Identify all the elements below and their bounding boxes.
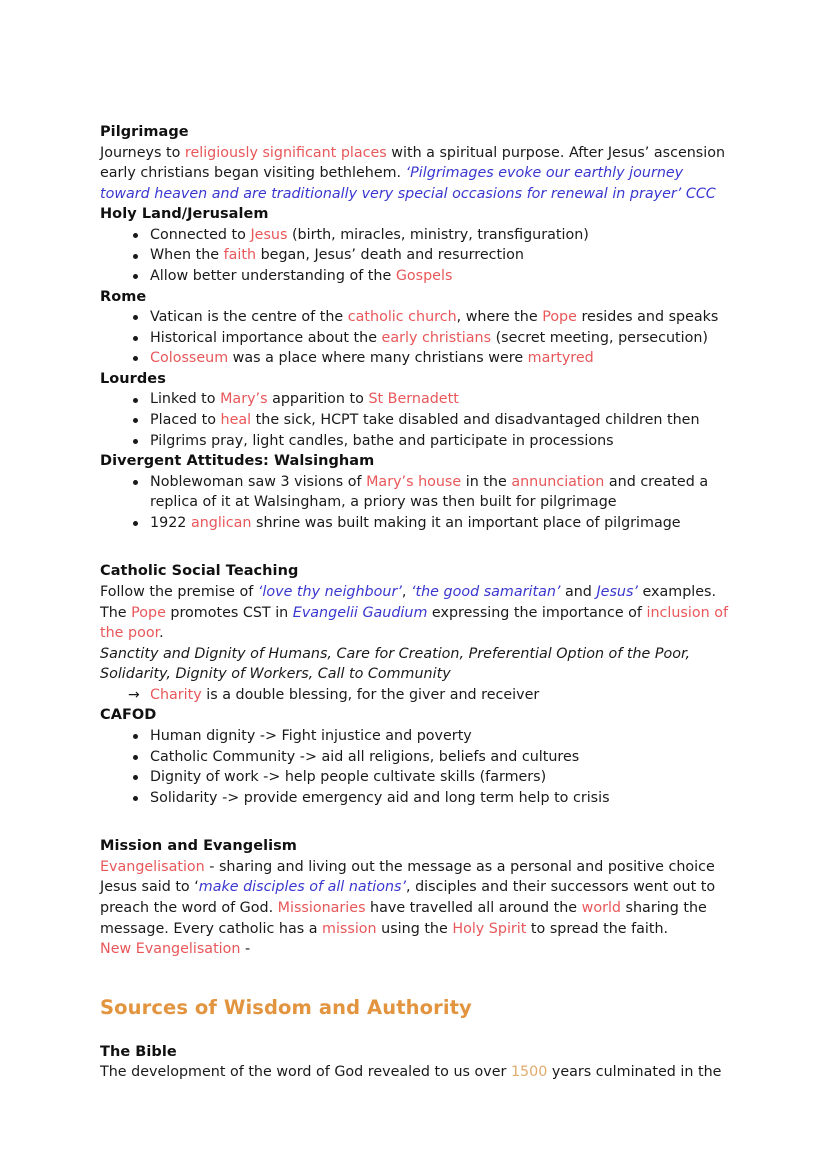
text-run: is a double blessing, for the giver and receiver [201, 686, 540, 703]
text-run: faith [223, 247, 257, 264]
text-run: was a place where many christians were [228, 350, 528, 367]
list-lourdes [100, 389, 736, 451]
text-run: Follow the premise of [100, 583, 258, 600]
heading-cafod: CAFOD [100, 707, 157, 724]
text-run: and created a replica of it at Walsingham, a priory was then built for pilgrimage [150, 473, 709, 511]
list-item [100, 328, 736, 349]
bullet-dot-icon [133, 398, 138, 403]
list-item [100, 472, 736, 513]
text-run: Pope [542, 309, 577, 326]
list-walsingham [100, 472, 736, 534]
text-run: , where the [456, 309, 543, 326]
text-run: heal [220, 411, 252, 428]
text-run: Allow better understanding of the [150, 267, 396, 284]
section-title-sources-of-wisdom-and-authority: Sources of Wisdom and Authority [100, 995, 472, 1019]
list-rome [100, 307, 736, 369]
list-item [100, 726, 736, 747]
text-run: expressing the importance of [427, 604, 647, 621]
document-body [100, 122, 736, 1083]
bullet-dot-icon [133, 233, 138, 238]
text-run: began, Jesus’ death and resurrection [256, 247, 524, 264]
list-item [100, 348, 736, 369]
text-run: Holy Spirit [452, 920, 527, 937]
bullet-dot-icon [133, 439, 138, 444]
text-run: catholic church [347, 309, 457, 326]
paragraph-mission-body [100, 857, 736, 939]
text-run: ‘Pilgrimages evoke our earthly journey toward heaven and are traditionally very special occasions for renewal in prayer’ [100, 165, 684, 202]
text-run: resides and speaks [576, 309, 719, 326]
bullet-dot-icon [133, 755, 138, 760]
list-cst-arrow [100, 685, 736, 706]
text-run: Dignity of work -> help people cultivate skills (farmers) [150, 769, 547, 786]
bullet-dot-icon [133, 734, 138, 739]
paragraph-cst-principles: Sanctity and Dignity of Humans, Care for Creation, Preferential Option of the Poor, Solidarity, Dignity of Workers, Call to Community [100, 645, 691, 683]
text-run: Linked to [150, 391, 221, 408]
text-run: Solidarity -> provide emergency aid and long term help to crisis [150, 789, 610, 806]
text-run: CCC [685, 185, 716, 202]
text-run: 1500 [510, 1064, 548, 1081]
text-run: shrine was built making it an important place of pilgrimage [251, 514, 681, 531]
text-run: Pilgrims pray, light candles, bathe and participate in processions [150, 432, 614, 449]
paragraph-the-bible [100, 1062, 736, 1083]
heading-lourdes: Lourdes [100, 370, 166, 387]
bullet-dot-icon [133, 336, 138, 341]
text-run: Evangelisation [100, 858, 205, 875]
text-run: Charity [150, 686, 202, 703]
spacer-before-major-section [100, 960, 736, 996]
text-run: - [240, 941, 251, 958]
heading-rome: Rome [100, 288, 147, 305]
list-item [100, 225, 736, 246]
text-run: sharing the message. Every catholic has a [100, 900, 707, 937]
spacer-after-section-title [100, 1020, 736, 1042]
bullet-dot-icon [133, 796, 138, 801]
list-item [100, 266, 736, 287]
text-run: make disciples of all nations’ [198, 879, 407, 896]
text-run: years culminated in the [547, 1064, 722, 1081]
paragraph-pilgrimage-intro [100, 143, 736, 205]
text-run: Connected to [150, 226, 251, 243]
arrow-right-icon: → [128, 686, 140, 703]
text-run: Pope [131, 604, 166, 621]
text-run: mission [322, 920, 377, 937]
bullet-dot-icon [133, 480, 138, 485]
heading-catholic-social-teaching: Catholic Social Teaching [100, 563, 299, 580]
bullet-dot-icon [133, 274, 138, 279]
text-run: St Bernadett [368, 391, 459, 408]
text-run: When the [150, 247, 224, 264]
text-run: ‘love thy neighbour’ [257, 583, 402, 600]
text-run: Mary’s [220, 391, 268, 408]
text-run: in the [461, 473, 512, 490]
text-run: have travelled all around the [365, 900, 582, 917]
text-run: Colosseum [150, 350, 229, 367]
list-item [100, 307, 736, 328]
paragraph-new-evangelisation [100, 939, 736, 960]
list-cafod [100, 726, 736, 808]
list-item [100, 747, 736, 768]
list-holy-land-jerusalem [100, 225, 736, 287]
text-run: religiously significant places [184, 144, 387, 161]
text-run: - sharing and living out the message as a personal and positive choice Jesus said to ‘ [100, 858, 715, 896]
text-run: Mary’s house [366, 473, 462, 490]
text-run: The development of the word of God revealed to us over [100, 1064, 511, 1081]
list-item [100, 389, 736, 410]
text-run: 1922 [150, 514, 191, 531]
heading-the-bible: The Bible [100, 1043, 177, 1060]
text-run: apparition to [267, 391, 369, 408]
bullet-dot-icon [133, 356, 138, 361]
text-run: promotes CST in [165, 604, 293, 621]
spacer-after-pilgrimage [100, 533, 736, 561]
list-item [100, 513, 736, 534]
heading-pilgrimage: Pilgrimage [100, 124, 189, 140]
heading-divergent-attitudes-walsingham: Divergent Attitudes: Walsingham [100, 453, 375, 470]
text-run: (secret meeting, persecution) [491, 329, 708, 346]
text-run: martyred [527, 350, 594, 367]
text-run: Human dignity -> Fight injustice and poverty [150, 727, 472, 744]
heading-mission-and-evangelism: Mission and Evangelism [100, 838, 297, 855]
bullet-dot-icon [133, 254, 138, 259]
heading-holy-land-jerusalem: Holy Land/Jerusalem [100, 206, 269, 223]
text-run: and [560, 583, 597, 600]
list-item [100, 245, 736, 266]
text-run: annunciation [511, 473, 605, 490]
text-run: Jesus [250, 226, 288, 243]
text-run: Jesus’ [596, 583, 638, 600]
text-run: Catholic Community -> aid all religions, beliefs and cultures [150, 748, 580, 765]
text-run: inclusion of the poor [100, 604, 728, 642]
text-run: Journeys to [100, 144, 185, 161]
bullet-dot-icon [133, 418, 138, 423]
text-run: to spread the faith. [526, 920, 669, 937]
text-run: ‘the good samaritan’ [410, 583, 561, 600]
text-run: world [581, 900, 621, 917]
list-item [100, 410, 736, 431]
text-run: Evangelii Gaudium [292, 604, 428, 621]
paragraph-cst-intro [100, 582, 736, 644]
bullet-dot-icon [133, 315, 138, 320]
bullet-dot-icon [133, 521, 138, 526]
spacer-after-cst [100, 808, 736, 836]
text-run: with a spiritual purpose. After Jesus’ ascension early christians began visiting bethlehem. [100, 144, 726, 182]
text-run: , [401, 583, 411, 600]
text-run: early christians [381, 329, 492, 346]
text-run: examples. The [100, 583, 717, 621]
text-run: New Evangelisation [100, 941, 241, 958]
text-run: Gospels [395, 267, 453, 284]
text-run: Vatican is the centre of the [150, 309, 348, 326]
text-run: Placed to [150, 411, 221, 428]
text-run: the sick, HCPT take disabled and disadvantaged children then [251, 411, 700, 428]
text-run: (birth, miracles, ministry, transfiguration) [287, 226, 589, 243]
list-item [100, 788, 736, 809]
text-run: using the [376, 920, 453, 937]
bullet-dot-icon [133, 775, 138, 780]
text-run: . [159, 625, 164, 642]
text-run: Historical importance about the [150, 329, 382, 346]
text-run: anglican [190, 514, 252, 531]
list-item [100, 685, 736, 706]
list-item [100, 431, 736, 452]
list-item [100, 767, 736, 788]
text-run: , disciples and their successors went out to preach the word of God. [100, 879, 716, 917]
text-run: Missionaries [277, 900, 366, 917]
text-run: Noblewoman saw 3 visions of [150, 473, 367, 490]
